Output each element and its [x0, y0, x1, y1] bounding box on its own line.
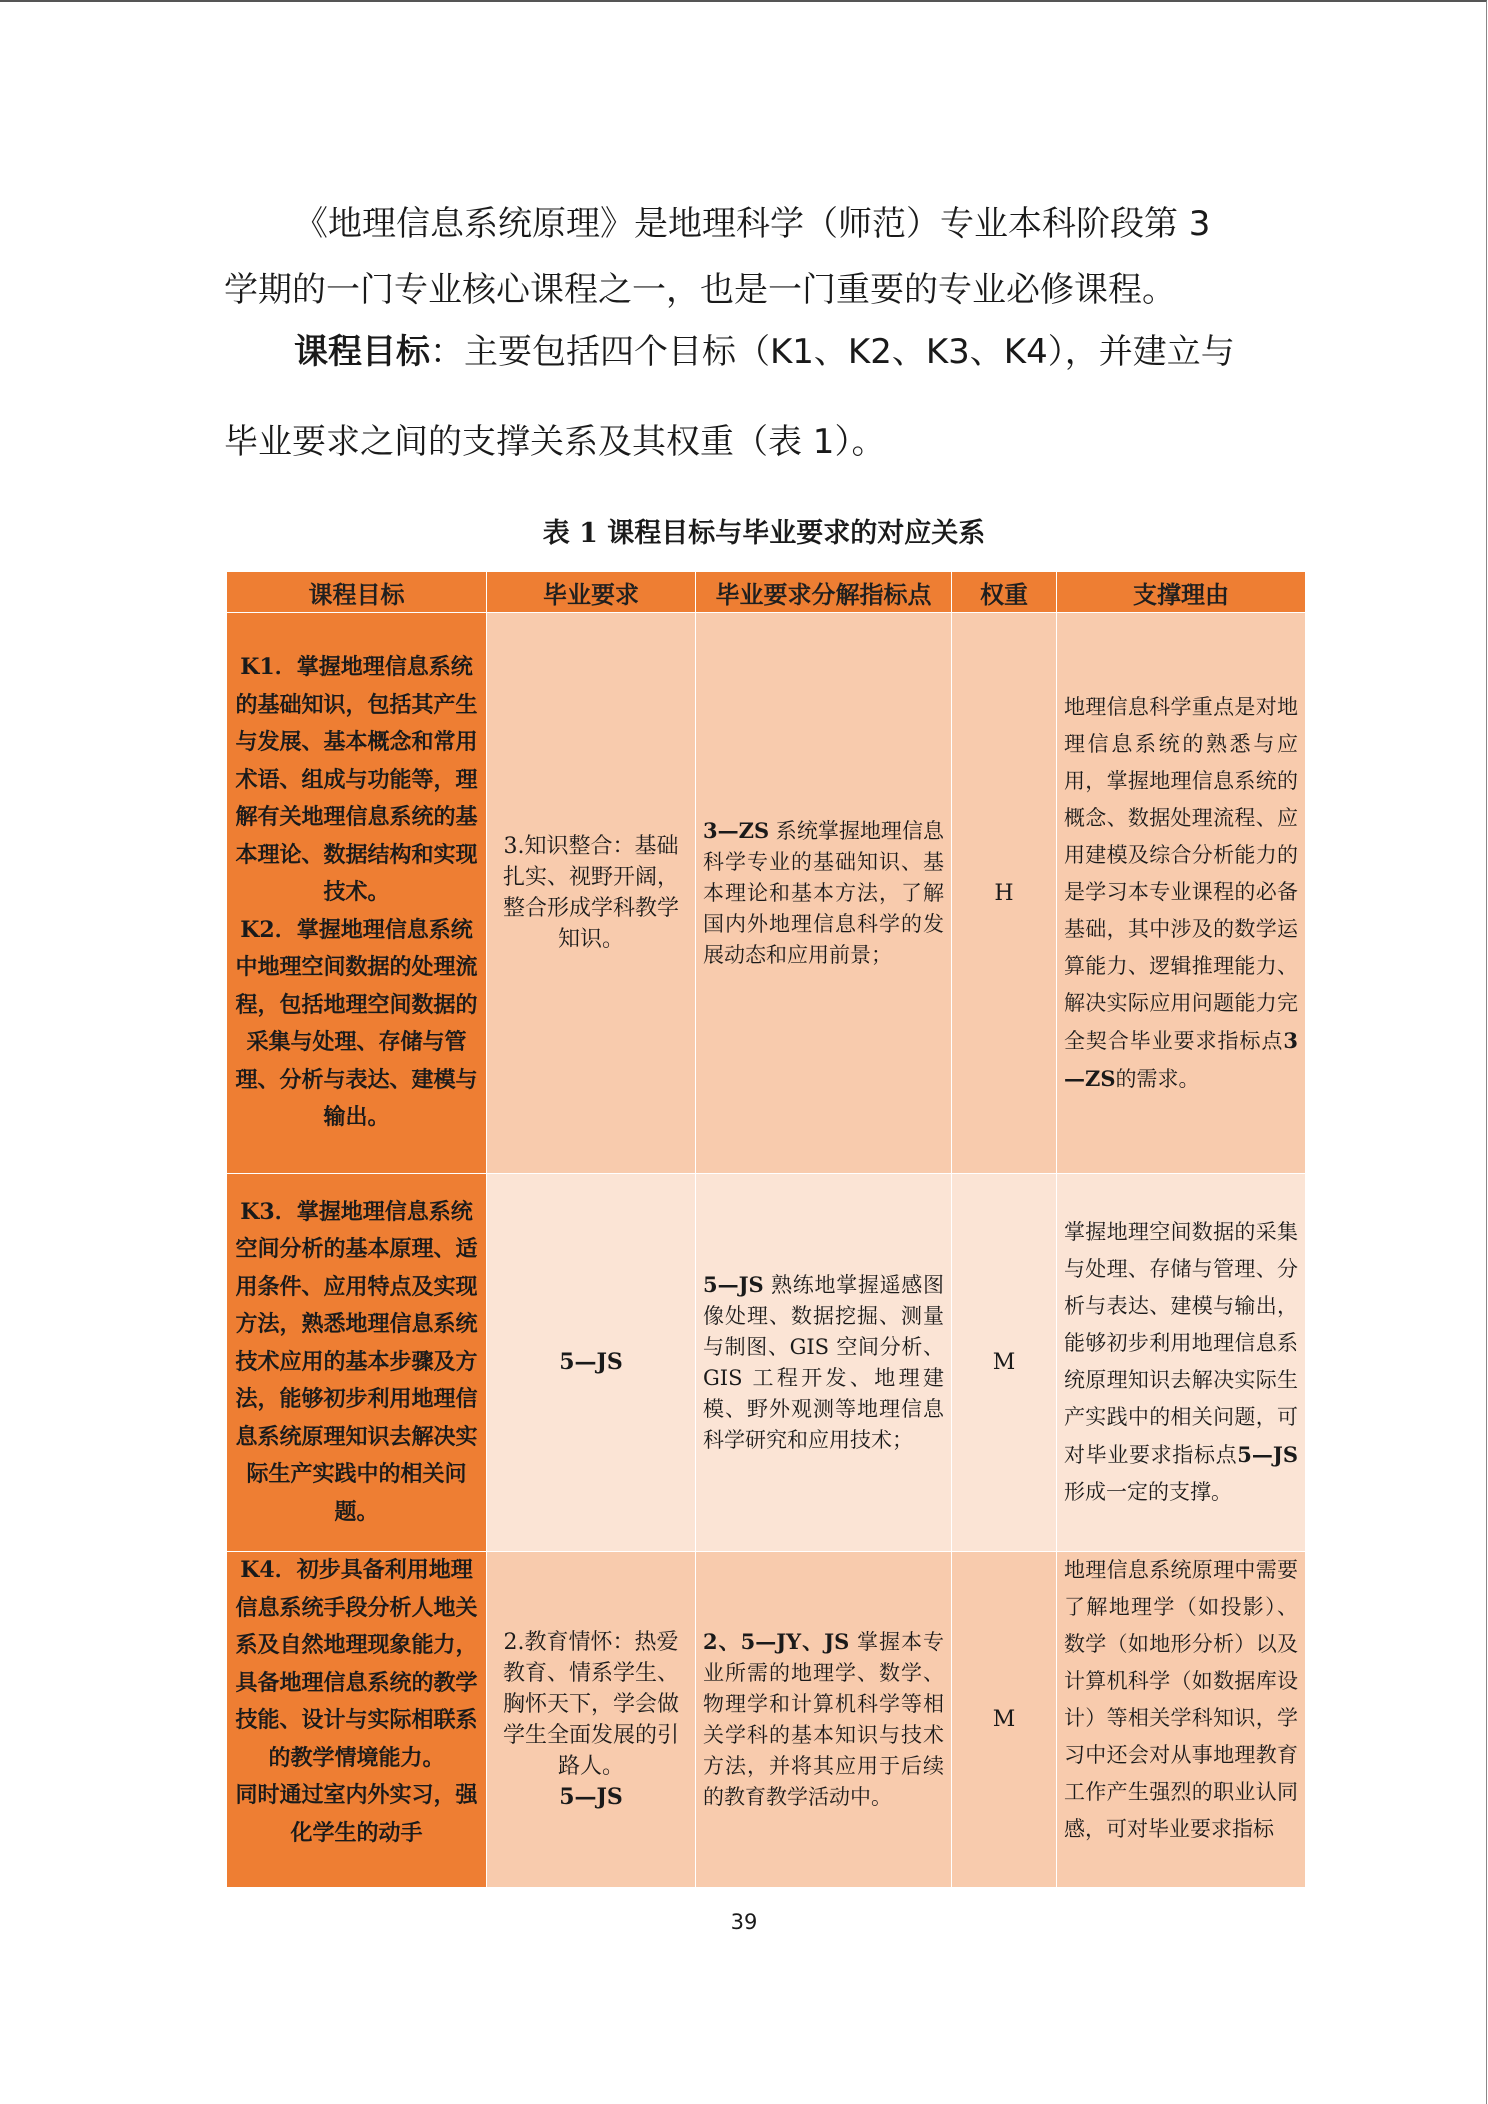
- header-goal: 课程目标: [227, 572, 487, 613]
- intro-line-1: 《地理信息系统原理》是地理科学（师范）专业本科阶段第 3: [294, 204, 1211, 244]
- requirement-cell: 3.知识整合：基础扎实、视野开阔，整合形成学科教学知识。: [487, 613, 696, 1174]
- goal-k3: K3．掌握地理信息系统空间分析的基本原理、适用条件、应用特点及实现方法，熟悉地理信息系统技术应用的基本步骤及方法，能够初步利用地理信息系统原理知识去解决实际生产实践中的相关问题。: [235, 1198, 478, 1525]
- indicator-code: 3—ZS: [703, 818, 770, 843]
- indicator-text: 掌握本专业所需的地理学、数学、物理学和计算机科学等相关学科的基本知识与技术方法，并将其应用于后续的教育教学活动中。: [703, 1630, 944, 1809]
- goal-cell-clip: [233, 1552, 480, 1887]
- goal-cell: [227, 1174, 487, 1552]
- table-row: [227, 1552, 1306, 1888]
- intro-line-2: 学期的一门专业核心课程之一，也是一门重要的专业必修课程。: [224, 270, 1176, 310]
- reason-cell: [1057, 1552, 1306, 1888]
- indicator-text: 熟练地掌握遥感图像处理、数据挖掘、测量与制图、GIS 空间分析、GIS 工程开发、地理建模、野外观测等地理信息科学研究和应用技术；: [703, 1273, 944, 1452]
- reason-cell: [1057, 1174, 1306, 1552]
- objectives-table: [226, 571, 1306, 1888]
- indicator-cell: [696, 613, 952, 1174]
- goal-k4: K4．初步具备利用地理信息系统手段分析人地关系及自然地理现象能力，具备地理信息系统的教学技能、设计与实际相联系的教学情境能力。: [235, 1557, 478, 1771]
- requirement-code: 5—JS: [559, 1783, 623, 1810]
- requirement-text: 2.教育情怀：热爱教育、情系学生、胸怀天下，学会做学生全面发展的引路人。: [502, 1629, 679, 1779]
- table-caption: 表 1 课程目标与毕业要求的对应关系: [542, 518, 986, 549]
- goal-cell: [227, 1552, 487, 1888]
- goal-k4-continued: 同时通过室内外实习，强化学生的动手: [235, 1782, 478, 1846]
- reason-cell: [1057, 613, 1306, 1174]
- indicator-cell: [696, 1174, 952, 1552]
- header-weight: 权重: [952, 572, 1057, 613]
- weight-cell: M: [952, 1174, 1057, 1552]
- header-reason: 支撑理由: [1057, 572, 1306, 613]
- table-row: [227, 613, 1306, 1174]
- reason-text: 地理信息科学重点是对地理信息系统的熟悉与应用，掌握地理信息系统的概念、数据处理流程、应用建模及综合分析能力的是学习本专业课程的必备基础，其中涉及的数学运算能力、逻辑推理能力、解决实际应用问题能力完全契合毕业要求指标点: [1064, 694, 1298, 1053]
- goal-k2: K2．掌握地理信息系统中地理空间数据的处理流程，包括地理空间数据的采集与处理、存储与管理、分析与表达、建模与输出。: [235, 916, 478, 1131]
- requirement-cell: [487, 1552, 696, 1888]
- reason-end: 的需求。: [1115, 1066, 1200, 1091]
- reason-code: 3—ZS: [1064, 1027, 1298, 1091]
- requirement-cell: 5—JS: [487, 1174, 696, 1552]
- goals-label: 课程目标: [294, 332, 430, 372]
- header-requirement: 毕业要求: [487, 572, 696, 613]
- indicator-code: 2、5—JY、JS: [703, 1629, 850, 1654]
- reason-end: 形成一定的支撑。: [1064, 1480, 1232, 1504]
- reason-cell-clip: [1064, 1552, 1298, 1887]
- weight-cell: H: [952, 613, 1057, 1174]
- goal-k1: K1．掌握地理信息系统的基础知识，包括其产生与发展、基本概念和常用术语、组成与功能等，理解有关地理信息系统的基本理论、数据结构和实现技术。: [235, 654, 478, 906]
- page-number: 39: [730, 1910, 758, 1934]
- table-row: [227, 1174, 1306, 1552]
- goals-line-1: [224, 330, 1264, 374]
- goal-cell: [227, 613, 487, 1174]
- reason-text: 掌握地理空间数据的采集与处理、存储与管理、分析与表达、建模与输出，能够初步利用地理信息系统原理知识去解决实际生产实践中的相关问题，可对毕业要求指标点: [1064, 1220, 1298, 1467]
- weight-cell: M: [952, 1552, 1057, 1888]
- indicator-cell: [696, 1552, 952, 1888]
- indicator-text: 系统掌握地理信息科学专业的基础知识、基本理论和基本方法，了解国内外地理信息科学的发展动态和应用前景；: [703, 819, 944, 967]
- goals-text-1: ：主要包括四个目标（K1、K2、K3、K4），并建立与: [430, 332, 1235, 372]
- table-header-row: [227, 572, 1306, 613]
- goals-line-2: 毕业要求之间的支撑关系及其权重（表 1）。: [224, 422, 886, 462]
- header-indicator: 毕业要求分解指标点: [696, 572, 952, 613]
- indicator-code: 5—JS: [703, 1272, 764, 1297]
- reason-code: 5—JS: [1237, 1442, 1298, 1467]
- reason-text: 地理信息系统原理中需要了解地理学（如投影）、数学（如地形分析）以及计算机科学（如数据库设计）等相关学科知识，学习中还会对从事地理教育工作产生强烈的职业认同感，可对毕业要求指标: [1064, 1558, 1298, 1841]
